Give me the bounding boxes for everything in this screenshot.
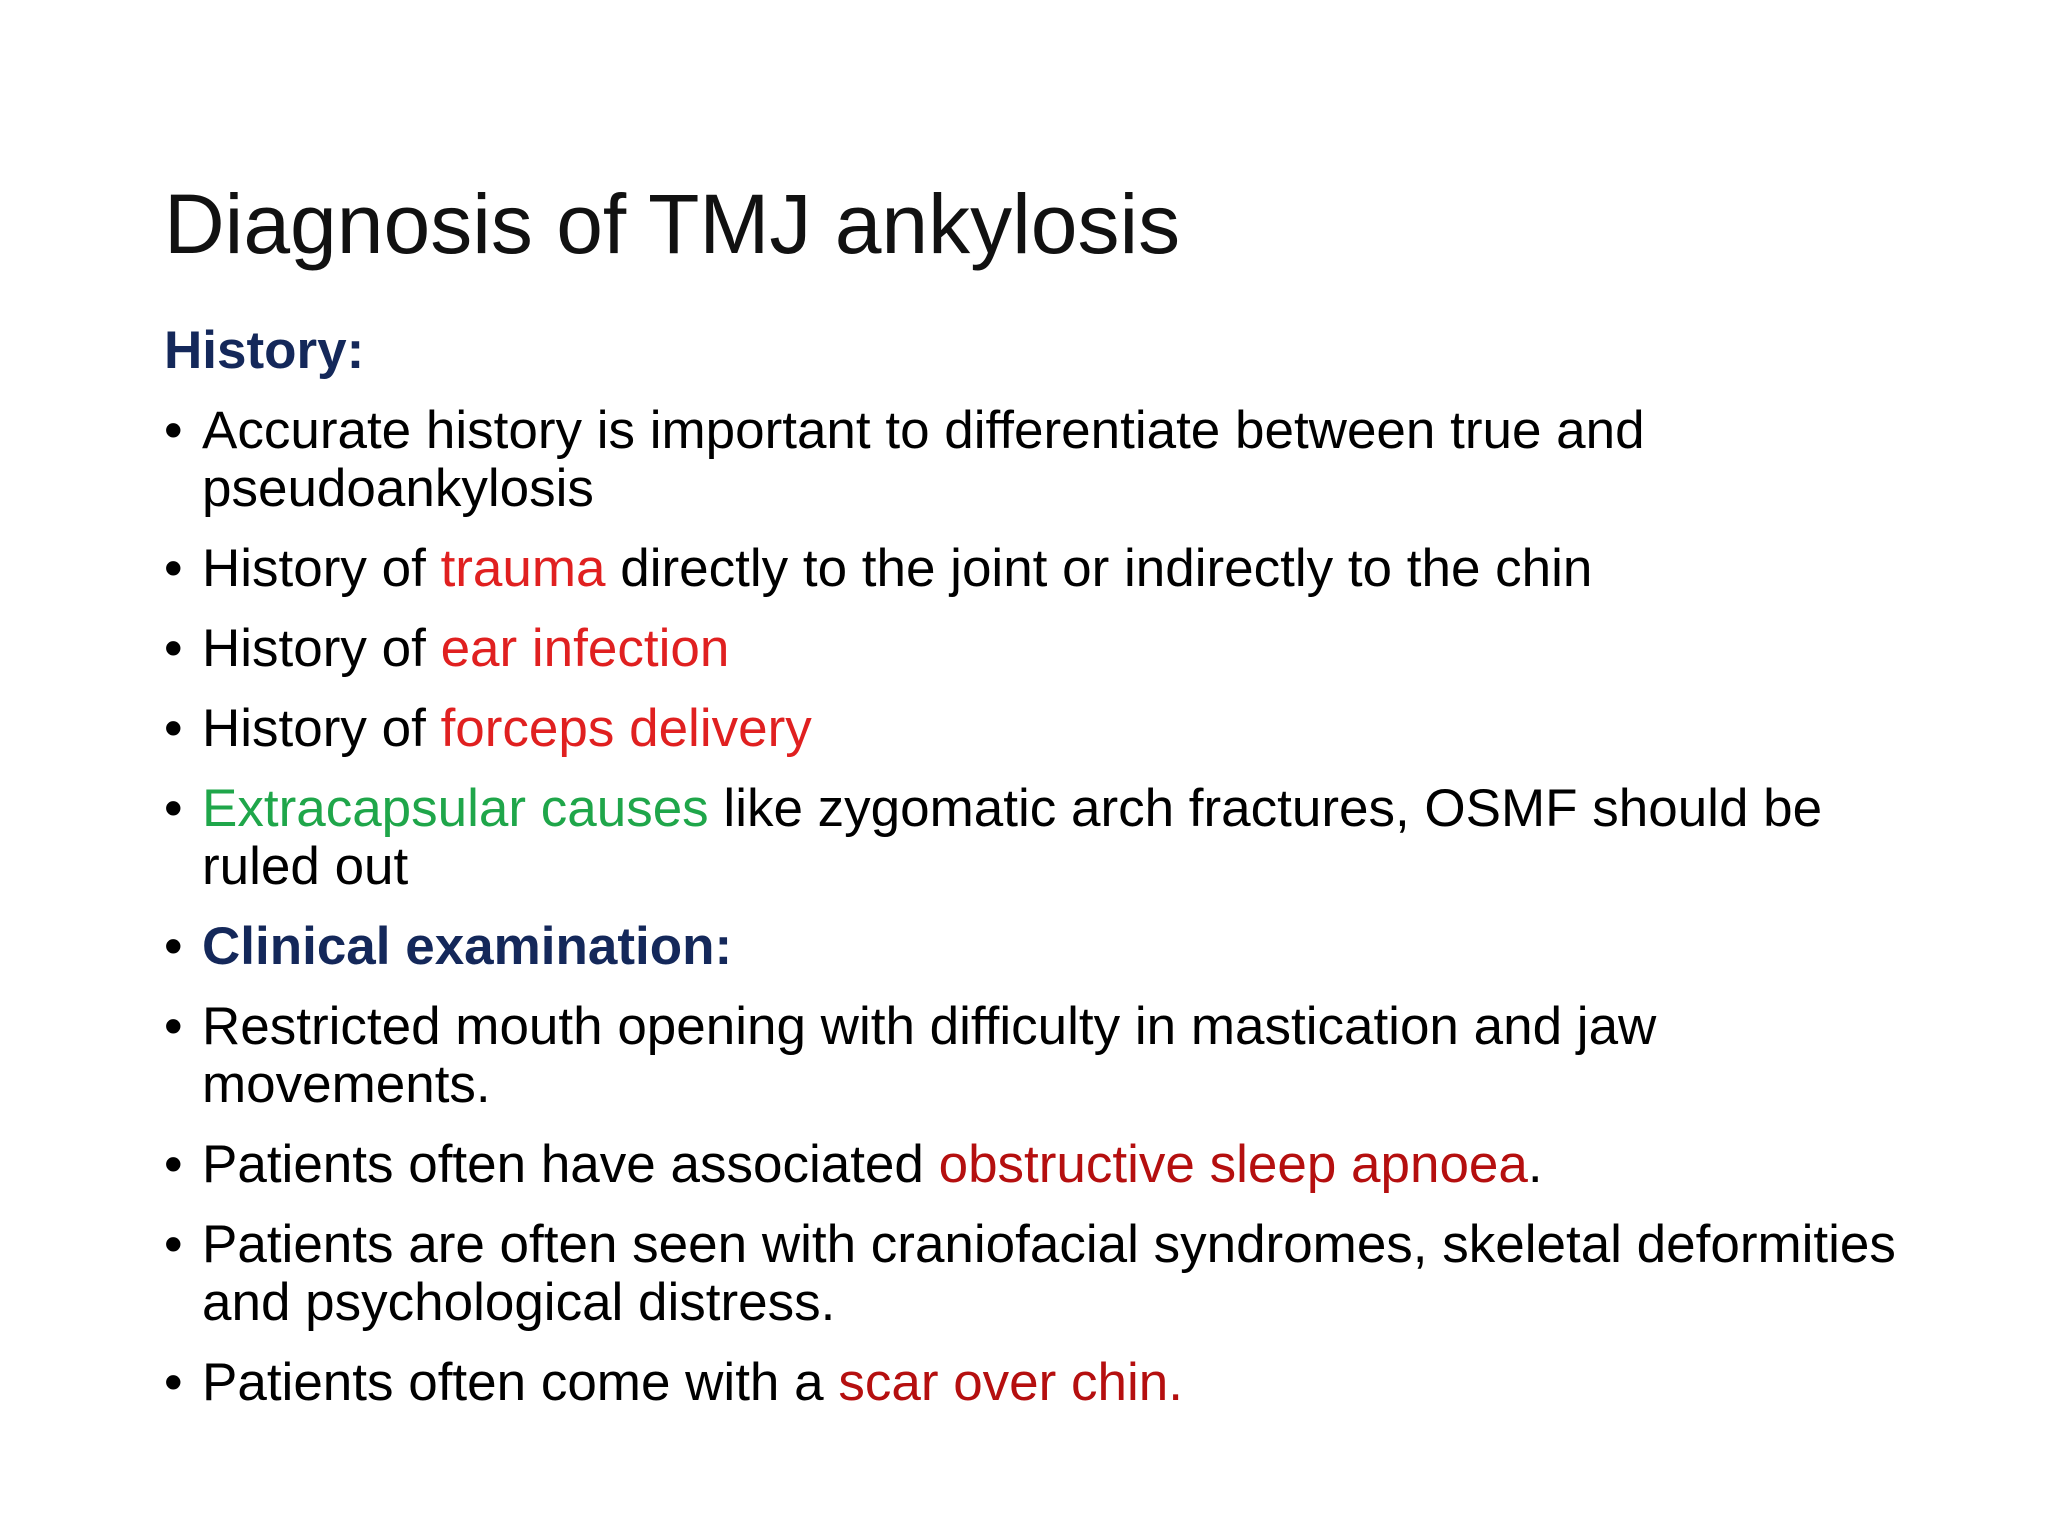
bullet-text-pre: Patients often have associated xyxy=(202,1135,939,1194)
bullet-dot: • xyxy=(164,917,183,976)
bullet-text: Patients are often seen with craniofacial syndromes, skeletal deformities and psychological distress. xyxy=(202,1215,1896,1332)
bullet-forceps-delivery xyxy=(164,700,1904,758)
bullet-craniofacial xyxy=(164,1216,1904,1332)
bullet-dot: • xyxy=(164,619,183,678)
bullet-scar-over-chin xyxy=(164,1354,1904,1412)
bullet-accurate-history xyxy=(164,402,1904,518)
bullet-dot: • xyxy=(164,1135,183,1194)
bullet-text-post: directly to the joint or indirectly to the chin xyxy=(605,539,1593,598)
bullet-extracapsular xyxy=(164,780,1904,896)
bullet-text-post: like zygomatic arch fractures, OSMF should be ruled out xyxy=(202,779,1823,896)
bullet-text-pre: History of xyxy=(202,699,441,758)
bullet-text-post: . xyxy=(1527,1135,1543,1194)
bullet-text-pre: Patients often come with a xyxy=(202,1353,839,1412)
bullet-dot: • xyxy=(164,699,183,758)
highlight-extracapsular: Extracapsular causes xyxy=(202,779,709,838)
slide-title: Diagnosis of TMJ ankylosis xyxy=(164,177,1181,271)
bullet-dot: • xyxy=(164,997,183,1056)
bullet-dot: • xyxy=(164,1215,183,1274)
bullet-dot: • xyxy=(164,539,183,598)
highlight-ear-infection: ear infection xyxy=(440,619,730,678)
bullet-restricted-mouth xyxy=(164,998,1904,1114)
bullet-list xyxy=(164,402,1904,1412)
bullet-trauma xyxy=(164,540,1904,598)
bullet-dot: • xyxy=(164,1353,183,1412)
bullet-text: Accurate history is important to differentiate between true and pseudoankylosis xyxy=(202,401,1645,518)
highlight-sleep-apnoea: obstructive sleep apnoea xyxy=(938,1135,1528,1194)
bullet-ear-infection xyxy=(164,620,1904,678)
highlight-scar-over-chin: scar over chin. xyxy=(838,1353,1183,1412)
clinical-examination-heading: Clinical examination: xyxy=(202,917,733,976)
bullet-text: Restricted mouth opening with difficulty in mastication and jaw movements. xyxy=(202,997,1657,1114)
slide-content xyxy=(164,322,1904,1434)
bullet-dot: • xyxy=(164,401,183,460)
highlight-trauma: trauma xyxy=(440,539,606,598)
bullet-dot: • xyxy=(164,779,183,838)
bullet-sleep-apnoea xyxy=(164,1136,1904,1194)
bullet-text-pre: History of xyxy=(202,619,441,678)
history-heading: History: xyxy=(164,321,365,380)
highlight-forceps-delivery: forceps delivery xyxy=(440,699,812,758)
bullet-clinical-examination xyxy=(164,918,1904,976)
bullet-text-pre: History of xyxy=(202,539,441,598)
